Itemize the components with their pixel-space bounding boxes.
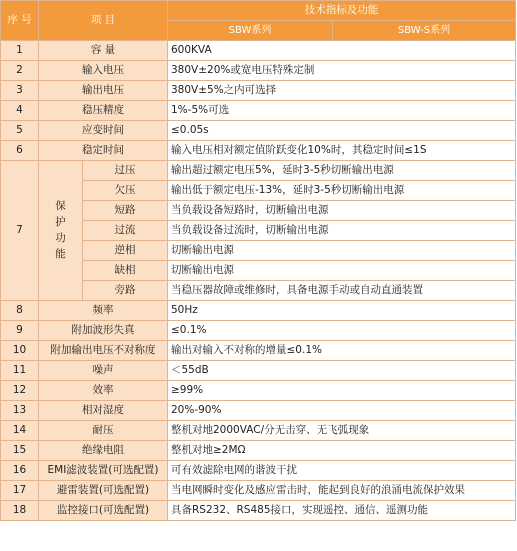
protection-item-label: 过流 [83,221,168,241]
table-row [1,461,516,481]
header-series-a: SBW系列 [168,21,333,41]
protection-item-label: 短路 [83,201,168,221]
table-row [1,301,516,321]
protection-item-label: 过压 [83,161,168,181]
row-number: 2 [1,61,39,81]
table-row [1,361,516,381]
table-row [1,121,516,141]
header-item: 项 目 [39,1,168,41]
row-number: 11 [1,361,39,381]
row-label: 耐压 [39,421,168,441]
protection-item-label: 逆相 [83,241,168,261]
protection-item-value: 当负载设备短路时，切断输出电源 [168,201,516,221]
table-row [1,81,516,101]
row-label: 避雷装置(可选配置) [39,481,168,501]
row-value: 20%-90% [168,401,516,421]
table-row [1,141,516,161]
protection-item-value: 切断输出电源 [168,261,516,281]
row-number: 7 [1,161,39,301]
row-number: 8 [1,301,39,321]
row-label: 噪声 [39,361,168,381]
row-number: 18 [1,501,39,521]
row-value: 具备RS232、RS485接口，实现遥控、通信、遥测功能 [168,501,516,521]
row-label: 输入电压 [39,61,168,81]
table-row [1,501,516,521]
row-number: 3 [1,81,39,101]
row-label: 稳定时间 [39,141,168,161]
protection-item-label: 欠压 [83,181,168,201]
protection-item-value: 当稳压器故障或维修时，具备电源手动或自动直通装置 [168,281,516,301]
header-series-b: SBW-S系列 [333,21,516,41]
row-value: 输入电压相对额定值阶跃变化10%时，其稳定时间≤1S [168,141,516,161]
table-row [1,381,516,401]
protection-group-label [39,161,83,301]
protection-item-label: 旁路 [83,281,168,301]
row-label: 附加波形失真 [39,321,168,341]
row-number: 6 [1,141,39,161]
table-row [1,421,516,441]
row-number: 10 [1,341,39,361]
row-value: 1%-5%可选 [168,101,516,121]
row-value: 50Hz [168,301,516,321]
row-value: 可有效滤除电网的谐波干扰 [168,461,516,481]
row-label: EMI滤波装置(可选配置) [39,461,168,481]
row-number: 5 [1,121,39,141]
row-value: 380V±20%或宽电压特殊定制 [168,61,516,81]
row-number: 13 [1,401,39,421]
row-number: 1 [1,41,39,61]
protection-item-value: 切断输出电源 [168,241,516,261]
protection-item-value: 当负载设备过流时，切断输出电源 [168,221,516,241]
row-number: 17 [1,481,39,501]
row-number: 14 [1,421,39,441]
row-label: 稳压精度 [39,101,168,121]
row-number: 9 [1,321,39,341]
row-label: 监控接口(可选配置) [39,501,168,521]
row-label: 相对湿度 [39,401,168,421]
row-number: 4 [1,101,39,121]
table-row [1,321,516,341]
row-number: 15 [1,441,39,461]
row-label: 绝缘电阻 [39,441,168,461]
protection-group-text: 保护功能 [55,199,66,260]
table-row [1,41,516,61]
header-spec: 技术指标及功能 [168,1,516,21]
table-row [1,341,516,361]
row-number: 16 [1,461,39,481]
row-label: 频率 [39,301,168,321]
header-no: 序 号 [1,1,39,41]
protection-item-value: 输出低于额定电压-13%，延时3-5秒切断输出电源 [168,181,516,201]
row-value: 整机对地≥2MΩ [168,441,516,461]
row-value: 380V±5%之内可选择 [168,81,516,101]
row-label: 输出电压 [39,81,168,101]
table-row [1,401,516,421]
table-row [1,481,516,501]
protection-item-value: 输出超过额定电压5%，延时3-5秒切断输出电源 [168,161,516,181]
table-row [1,101,516,121]
table-row [1,441,516,461]
protection-item-label: 缺相 [83,261,168,281]
row-value: 600KVA [168,41,516,61]
row-label: 附加输出电压不对称度 [39,341,168,361]
row-number: 12 [1,381,39,401]
header-row [1,1,516,21]
row-value: 整机对地2000VAC/分无击穿、无飞弧现象 [168,421,516,441]
row-value: ≥99% [168,381,516,401]
row-label: 容 量 [39,41,168,61]
table-row [1,61,516,81]
row-value: ＜55dB [168,361,516,381]
row-value: 输出对输入不对称的增量≤0.1% [168,341,516,361]
row-label: 效率 [39,381,168,401]
row-label: 应变时间 [39,121,168,141]
table-row-protection [1,161,516,181]
row-value: ≤0.05s [168,121,516,141]
row-value: 当电网瞬时变化及感应雷击时，能起到良好的浪涌电流保护效果 [168,481,516,501]
row-value: ≤0.1% [168,321,516,341]
